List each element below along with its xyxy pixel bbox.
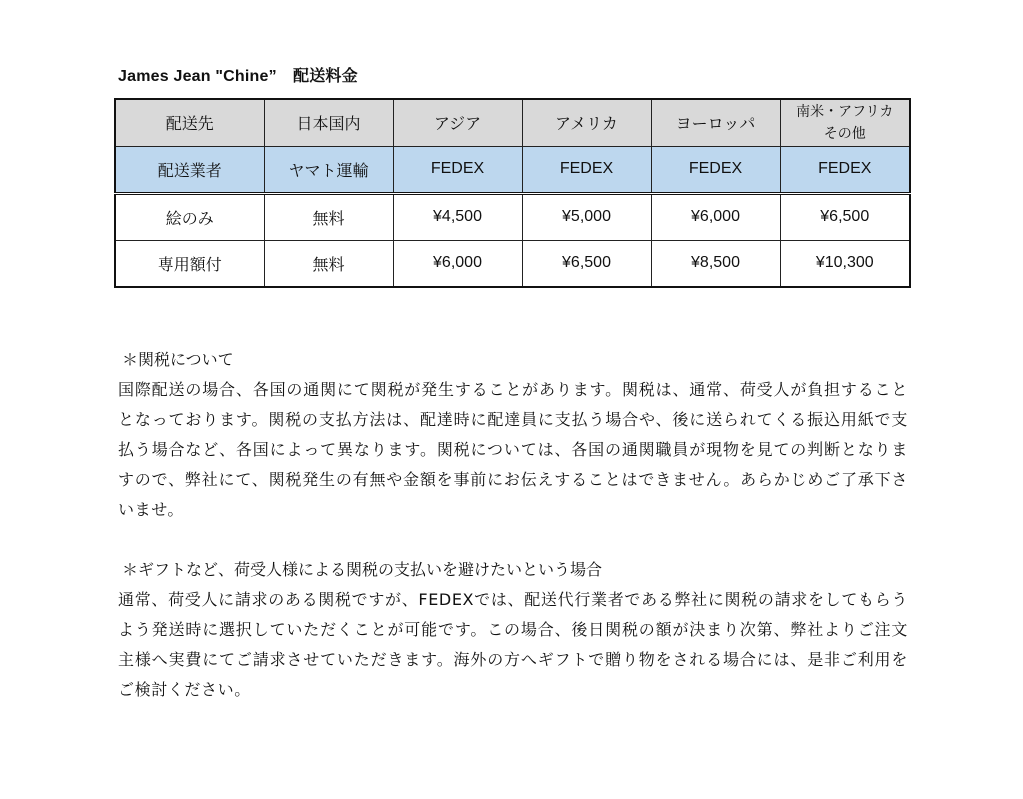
note-heading: ＊関税について — [122, 350, 234, 369]
table-header-line: その他 — [823, 125, 866, 142]
table-header-cell: ヨーロッパ — [651, 99, 780, 146]
table-cell: ¥4,500 — [393, 193, 522, 240]
table-cell: ¥6,000 — [393, 240, 522, 287]
table-header-cell: 配送先 — [115, 99, 264, 146]
table-cell: 配送業者 — [115, 146, 264, 193]
table-cell: 無料 — [264, 240, 393, 287]
note-heading: ＊ギフトなど、荷受人様による関税の支払いを避けたいという場合 — [122, 560, 603, 579]
table-cell: FEDEX — [522, 146, 651, 193]
note-body: 国際配送の場合、各国の通関にて関税が発生することがあります。関税は、通常、荷受人が負担することとなっております。関税の支払方法は、配達時に配達員に支払う場合や、後に送られてくる振込用紙で支払う場合など、各国によって異なります。関税については、各国の通関職員が現物を見ての判断となりますので、弊社にて、関税発生の有無や金額を事前にお伝えすることはできません。あらかじめご了承下さいませ。 — [118, 380, 908, 519]
table-cell: 無料 — [264, 193, 393, 240]
table-cell: ヤマト運輸 — [264, 146, 393, 193]
table-header-cell-other-regions — [780, 99, 910, 146]
table-cell: ¥6,500 — [522, 240, 651, 287]
table-header-cell: アジア — [393, 99, 522, 146]
table-header-row — [115, 99, 910, 146]
table-header-cell: アメリカ — [522, 99, 651, 146]
table-header-line: 南米・アフリカ — [796, 103, 894, 120]
customs-note — [118, 345, 908, 525]
table-cell: ¥10,300 — [780, 240, 910, 287]
table-cell: FEDEX — [651, 146, 780, 193]
table-cell: ¥8,500 — [651, 240, 780, 287]
table-cell: ¥6,500 — [780, 193, 910, 240]
table-row — [115, 193, 910, 240]
table-cell: ¥5,000 — [522, 193, 651, 240]
table-cell: 絵のみ — [115, 193, 264, 240]
table-cell: FEDEX — [393, 146, 522, 193]
table-cell: FEDEX — [780, 146, 910, 193]
document-title: James Jean "Chine” 配送料金 — [118, 68, 358, 85]
table-header-cell: 日本国内 — [264, 99, 393, 146]
table-cell: ¥6,000 — [651, 193, 780, 240]
shipping-rate-table — [114, 98, 911, 288]
table-carrier-row — [115, 146, 910, 193]
table-cell: 専用額付 — [115, 240, 264, 287]
gift-note — [118, 555, 908, 705]
note-body: 通常、荷受人に請求のある関税ですが、FEDEXでは、配送代行業者である弊社に関税の請求をしてもらうよう発送時に選択していただくことが可能です。この場合、後日関税の額が決まり次第、弊社よりご注文主様へ実費にてご請求させていただきます。海外の方へギフトで贈り物をされる場合には、是非ご利用をご検討ください。 — [118, 590, 908, 699]
notes-section — [118, 345, 908, 735]
table-row — [115, 240, 910, 287]
